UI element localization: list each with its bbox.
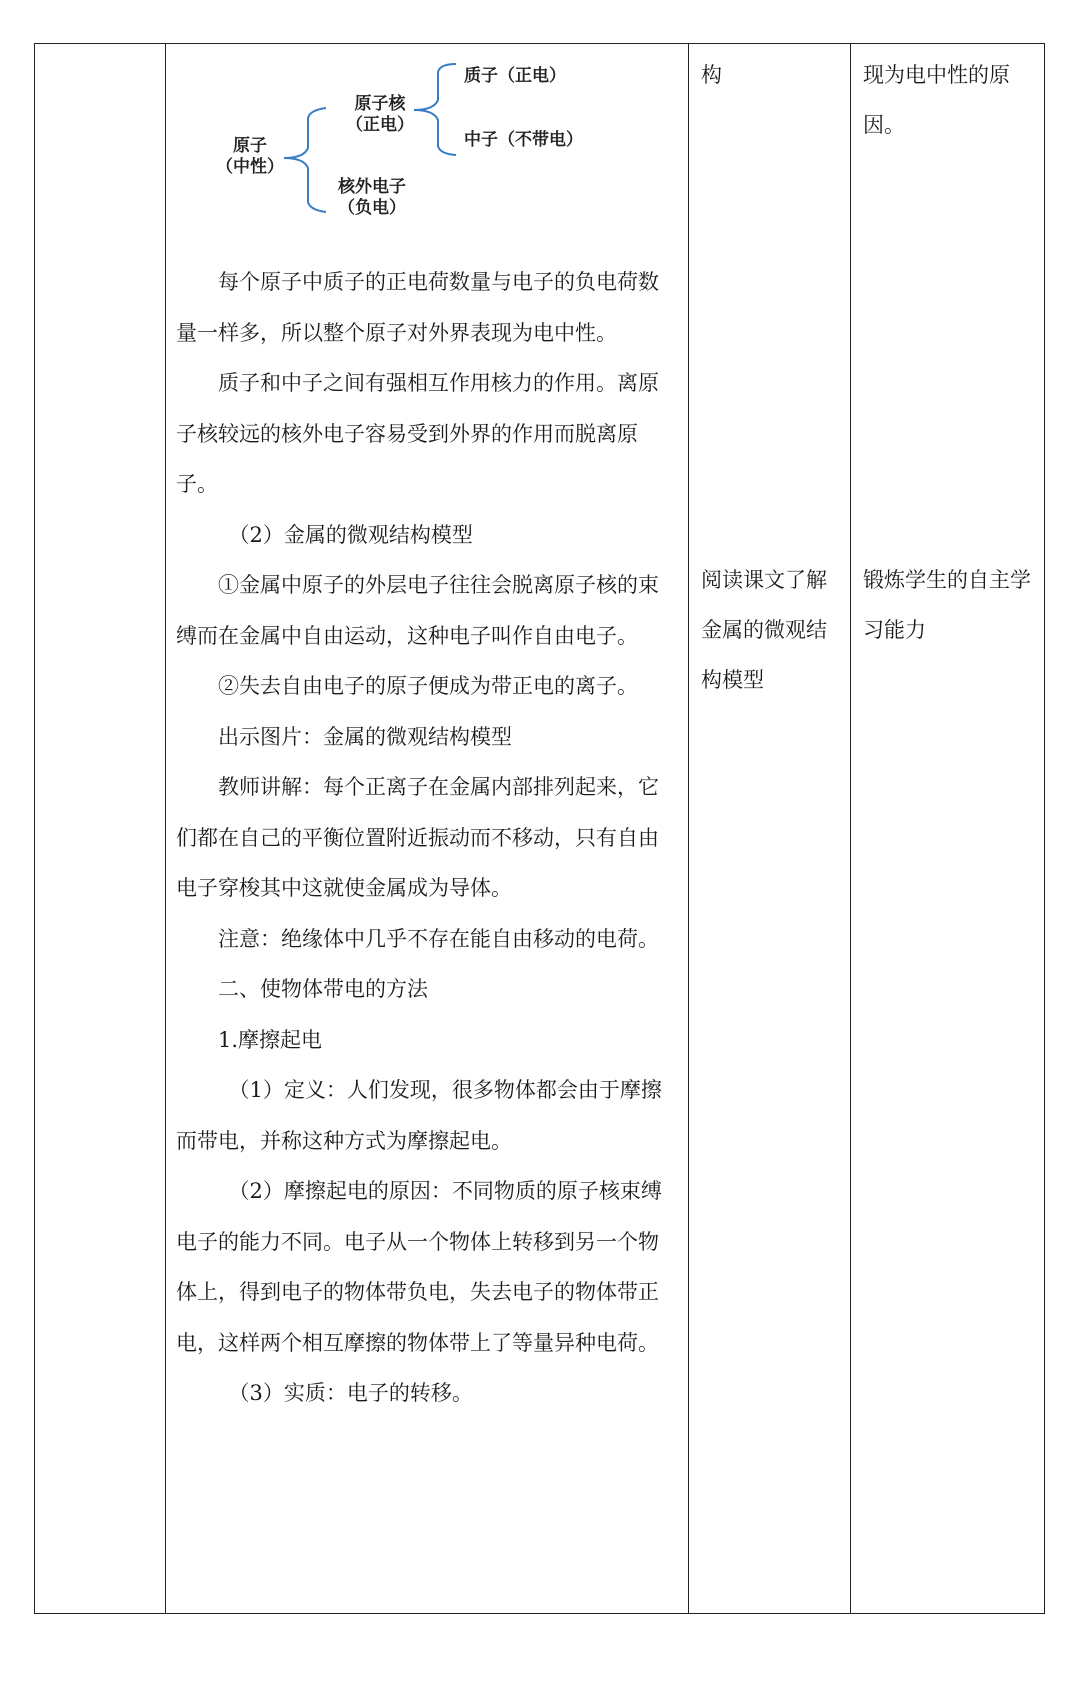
heading-metal-model: （2）金属的微观结构模型 xyxy=(228,522,473,547)
paragraph-insulator-note: 注意：绝缘体中几乎不存在能自由移动的电荷。 xyxy=(218,926,659,951)
design-intent-cell xyxy=(851,44,1045,1614)
intent-self-study-text: 锻炼学生的自主学习能力 xyxy=(863,568,1031,642)
paragraph-essence: （3）实质：电子的转移。 xyxy=(228,1381,473,1405)
nucleus-label: 原子核 （正电） xyxy=(346,94,414,135)
main-text xyxy=(166,257,688,1419)
activity-continued-text: 构 xyxy=(701,63,722,87)
electrons-label: 核外电子 （负电） xyxy=(338,177,406,218)
paragraph-charge-balance: 每个原子中质子的正电荷数量与电子的负电荷数量一样多，所以整个原子对外界表现为电中性。 xyxy=(176,270,659,345)
atom-structure-diagram xyxy=(166,44,689,249)
lesson-plan-table xyxy=(34,43,1045,1614)
activity-reading-text: 阅读课文了解金属的微观结构模型 xyxy=(701,568,827,692)
paragraph-show-picture: 出示图片：金属的微观结构模型 xyxy=(218,724,512,749)
student-activity-cell xyxy=(689,44,851,1614)
teaching-content-cell xyxy=(166,44,689,1614)
paragraph-nuclear-force: 质子和中子之间有强相互作用核力的作用。离原子核较远的核外电子容易受到外界的作用而脱离原子。 xyxy=(176,371,659,496)
paragraph-cause: （2）摩擦起电的原因：不同物质的原子核束缚电子的能力不同。电子从一个物体上转移到另一个物体上，得到电子的物体带负电，失去电子的物体带正电，这样两个相互摩擦的物体带上了等量异种电荷。 xyxy=(176,1179,662,1355)
paragraph-positive-ions: ②失去自由电子的原子便成为带正电的离子。 xyxy=(218,674,638,698)
neutron-label: 中子（不带电） xyxy=(464,130,583,150)
proton-label: 质子（正电） xyxy=(464,66,566,86)
paragraph-definition: （1）定义：人们发现，很多物体都会由于摩擦而带电，并称这种方式为摩擦起电。 xyxy=(176,1078,662,1153)
heading-charging-methods: 二、使物体带电的方法 xyxy=(218,977,428,1001)
empty-first-column xyxy=(35,44,166,1614)
paragraph-free-electrons: ①金属中原子的外层电子往往会脱离原子核的束缚而在金属中自由运动，这种电子叫作自由电子。 xyxy=(176,573,659,648)
heading-friction-charging: 1.摩擦起电 xyxy=(218,1027,323,1052)
paragraph-teacher-explain: 教师讲解：每个正离子在金属内部排列起来，它们都在自己的平衡位置附近振动而不移动，只有自由电子穿梭其中这就使金属成为导体。 xyxy=(176,775,659,900)
intent-continued-text: 现为电中性的原因。 xyxy=(863,63,1010,137)
atom-label: 原子 （中性） xyxy=(216,136,284,177)
